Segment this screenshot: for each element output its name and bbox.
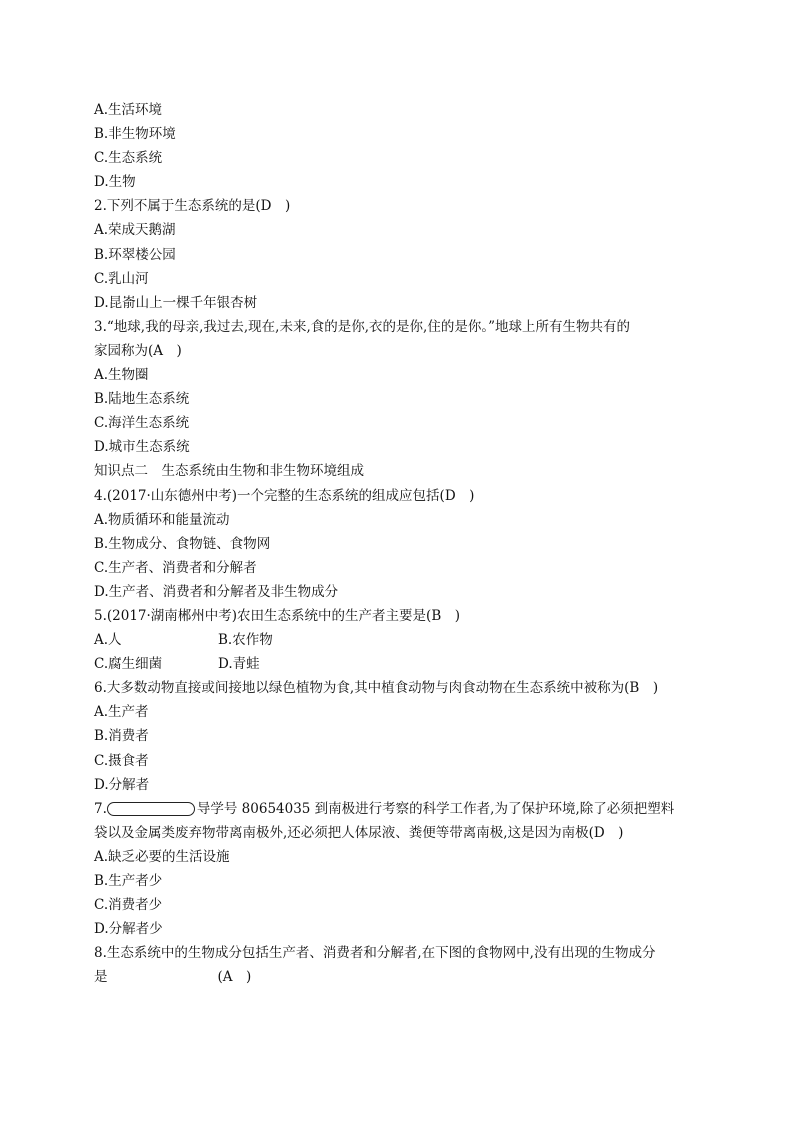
- q4-option-a: A.物质循环和能量流动: [94, 511, 230, 528]
- q5-option-c: C.腐生细菌: [94, 656, 163, 673]
- q3-stem-line1: 3.“地球,我的母亲,我过去,现在,未来,食的是你,衣的是你,住的是你。”地球上所有生物共有的: [94, 318, 630, 335]
- q4-stem: 4.(2017·山东德州中考)一个完整的生态系统的组成应包括(D ): [94, 487, 475, 504]
- q2-option-b: B.环翠楼公园: [94, 246, 176, 263]
- q1-option-c: C.生态系统: [94, 150, 163, 167]
- q5-stem: 5.(2017·湖南郴州中考)农田生态系统中的生产者主要是(B ): [94, 607, 461, 624]
- question-page: [94, 98, 704, 989]
- q3-option-d: D.城市生态系统: [94, 439, 190, 456]
- q6-stem: 6.大多数动物直接或间接地以绿色植物为食,其中植食动物与肉食动物在生态系统中被称为(B ): [94, 680, 659, 697]
- q2-option-d: D.昆嵛山上一棵千年银杏树: [94, 294, 258, 311]
- question-4: [94, 484, 704, 604]
- q5-options-row2: [94, 652, 704, 676]
- q1-option-b: B.非生物环境: [94, 126, 176, 143]
- q8-stem-line1: 8.生态系统中的生物成分包括生产者、消费者和分解者,在下图的食物网中,没有出现的生物成分: [94, 945, 656, 962]
- q6-option-b: B.消费者: [94, 728, 149, 745]
- question-2: [94, 194, 704, 314]
- q7-option-b: B.生产者少: [94, 873, 163, 889]
- q7-number: 7.: [94, 800, 107, 817]
- q2-option-a: A.荣成天鹅湖: [94, 222, 176, 239]
- q7-stem-line2: 袋以及金属类废弃物带离南极外,还必须把人体尿液、粪便等带离南极,这是因为南极(D ): [94, 824, 624, 841]
- q2-option-c: C.乳山河: [94, 270, 149, 287]
- q5-option-b: B.农作物: [218, 632, 273, 649]
- q5-option-d: D.青蛙: [218, 656, 260, 673]
- section-heading: 知识点二 生态系统由生物和非生物环境组成: [94, 463, 364, 480]
- q7-stem-line1: 导学号 80654035 到南极进行考察的科学工作者,为了保护环境,除了必须把塑料: [196, 800, 675, 817]
- q8-stem-line2-row: [94, 965, 704, 989]
- q6-option-a: A.生产者: [94, 704, 149, 721]
- question-8: [94, 941, 704, 989]
- q6-option-d: D.分解者: [94, 776, 150, 793]
- q4-option-d: D.生产者、消费者和分解者及非生物成分: [94, 583, 339, 600]
- q3-option-c: C.海洋生态系统: [94, 415, 190, 432]
- q7-option-a: A.缺乏必要的生活设施: [94, 848, 230, 865]
- q1-option-d: D.生物: [94, 174, 136, 191]
- q1-option-a: A.生活环境: [94, 102, 163, 118]
- guide-badge-icon: [107, 802, 195, 816]
- q7-option-c: C.消费者少: [94, 897, 163, 914]
- q8-stem-line2-start: 是: [94, 969, 108, 986]
- q6-option-c: C.摄食者: [94, 752, 149, 769]
- q4-option-b: B.生物成分、食物链、食物网: [94, 535, 271, 552]
- q3-stem-line2: 家园称为(A ): [94, 342, 182, 359]
- q3-option-a: A.生物圈: [94, 367, 149, 384]
- q5-option-a: A.人: [94, 632, 122, 649]
- q7-option-d: D.分解者少: [94, 921, 163, 938]
- question-7: [94, 797, 704, 942]
- q2-stem: 2.下列不属于生态系统的是(D ): [94, 198, 291, 215]
- question-6: [94, 676, 704, 796]
- q3-option-b: B.陆地生态系统: [94, 391, 190, 408]
- q4-option-c: C.生产者、消费者和分解者: [94, 559, 257, 576]
- q1-options: [94, 98, 704, 194]
- q7-stem-line1-row: [94, 797, 704, 821]
- question-5: [94, 604, 704, 676]
- q8-answer: (A ): [217, 969, 252, 986]
- q5-options-row1: [94, 628, 704, 652]
- question-3: [94, 315, 704, 460]
